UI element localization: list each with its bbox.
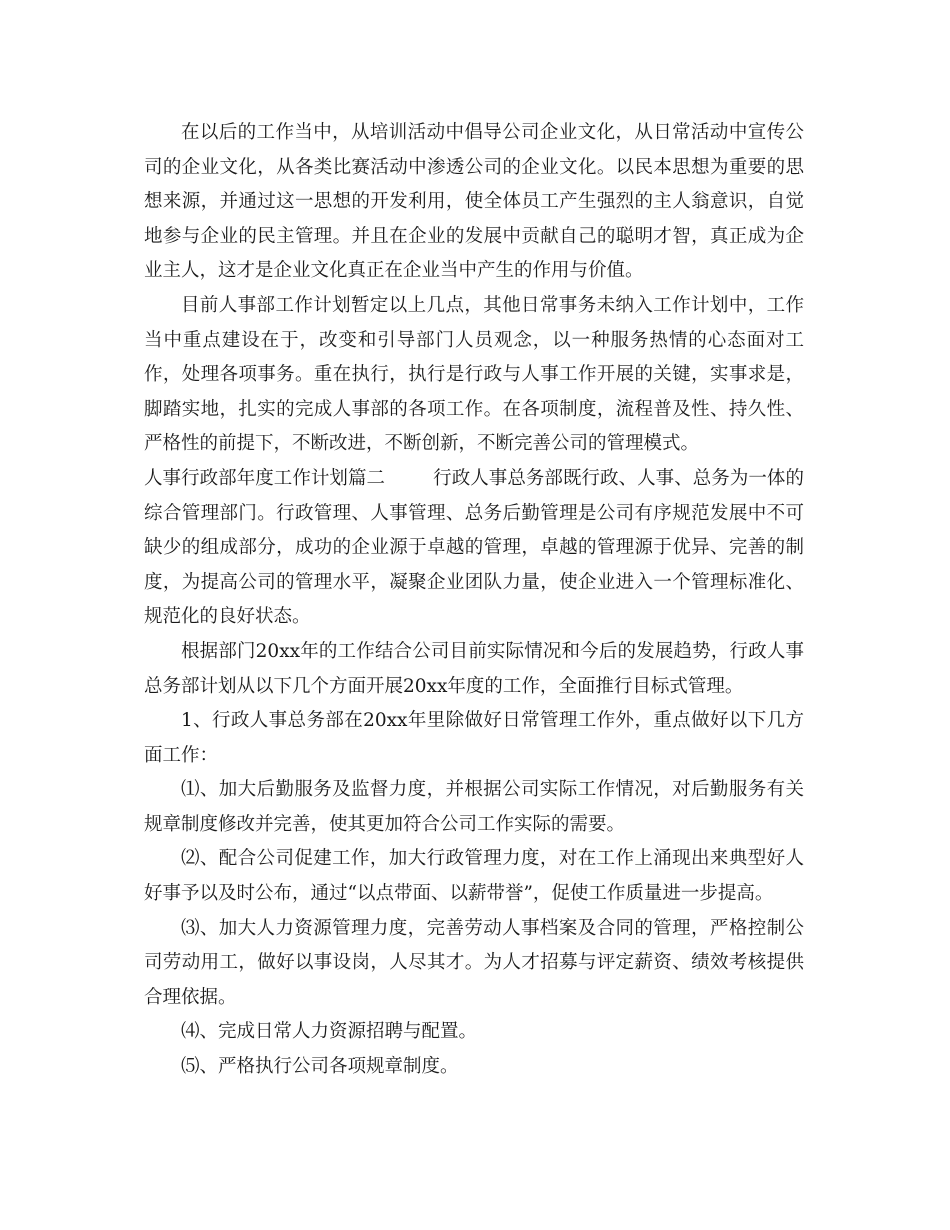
list-subitem-4: ⑷、完成日常人力资源招聘与配置。 — [181, 1021, 478, 1043]
paragraph-annual-direction: 根据部门20xx年的工作结合公司目前实际情况和今后的发展趋势，行政人事总务部计划从以下几个方面开展20xx年度的工作，全面推行目标式管理。 — [144, 640, 804, 697]
section-title: 人事行政部年度工作计划篇二 — [144, 467, 386, 489]
paragraph-work-plan-summary: 目前人事部工作计划暂定以上几点，其他日常事务未纳入工作计划中，工作当中重点建设在于，改变和引导部门人员观念，以一种服务热情的心态面对工作，处理各项事务。重在执行，执行是行政与人事工作开展的关键，实事求是，脚踏实地，扎实的完成人事部的各项工作。在各项制度，流程普及性、持久性、严格性的前提下，不断改进，不断创新，不断完善公司的管理模式。 — [144, 294, 804, 455]
paragraph-section-two — [144, 462, 804, 635]
section-intro-text: 行政人事总务部既行政、人事、总务为一体的综合管理部门。行政管理、人事管理、总务后勤管理是公司有序规范发展中不可缺少的组成部分，成功的企业源于卓越的管理，卓越的管理源于优异、完善的制度，为提高公司的管理水平，凝聚企业团队力量，使企业进入一个管理标准化、规范化的良好状态。 — [144, 467, 804, 628]
list-item-1: 1、行政人事总务部在20xx年里除做好日常管理工作外，重点做好以下几方面工作： — [144, 710, 804, 766]
document-body — [144, 116, 804, 1085]
list-subitem-3: ⑶、加大人力资源管理力度，完善劳动人事档案及合同的管理，严格控制公司劳动用工，做好以事设岗，人尽其才。为人才招募与评定薪资、绩效考核提供合理依据。 — [144, 917, 804, 1008]
list-subitem-2: ⑵、配合公司促建工作，加大行政管理力度，对在工作上涌现出来典型好人好事予以及时公布，通过“以点带面、以薪带誉”，促使工作质量进一步提高。 — [144, 848, 804, 905]
list-subitem-1: ⑴、加大后勤服务及监督力度，并根据公司实际工作情况，对后勤服务有关规章制度修改并完善，使其更加符合公司工作实际的需要。 — [144, 779, 804, 835]
list-subitem-5: ⑸、严格执行公司各项规章制度。 — [181, 1056, 459, 1078]
paragraph-corporate-culture: 在以后的工作当中，从培训活动中倡导公司企业文化，从日常活动中宣传公司的企业文化，从各类比赛活动中渗透公司的企业文化。以民本思想为重要的思想来源，并通过这一思想的开发利用，使全体员工产生强烈的主人翁意识，自觉地参与企业的民主管理。并且在企业的发展中贡献自己的聪明才智，真正成为企业主人，这才是企业文化真正在企业当中产生的作用与价值。 — [144, 122, 804, 282]
